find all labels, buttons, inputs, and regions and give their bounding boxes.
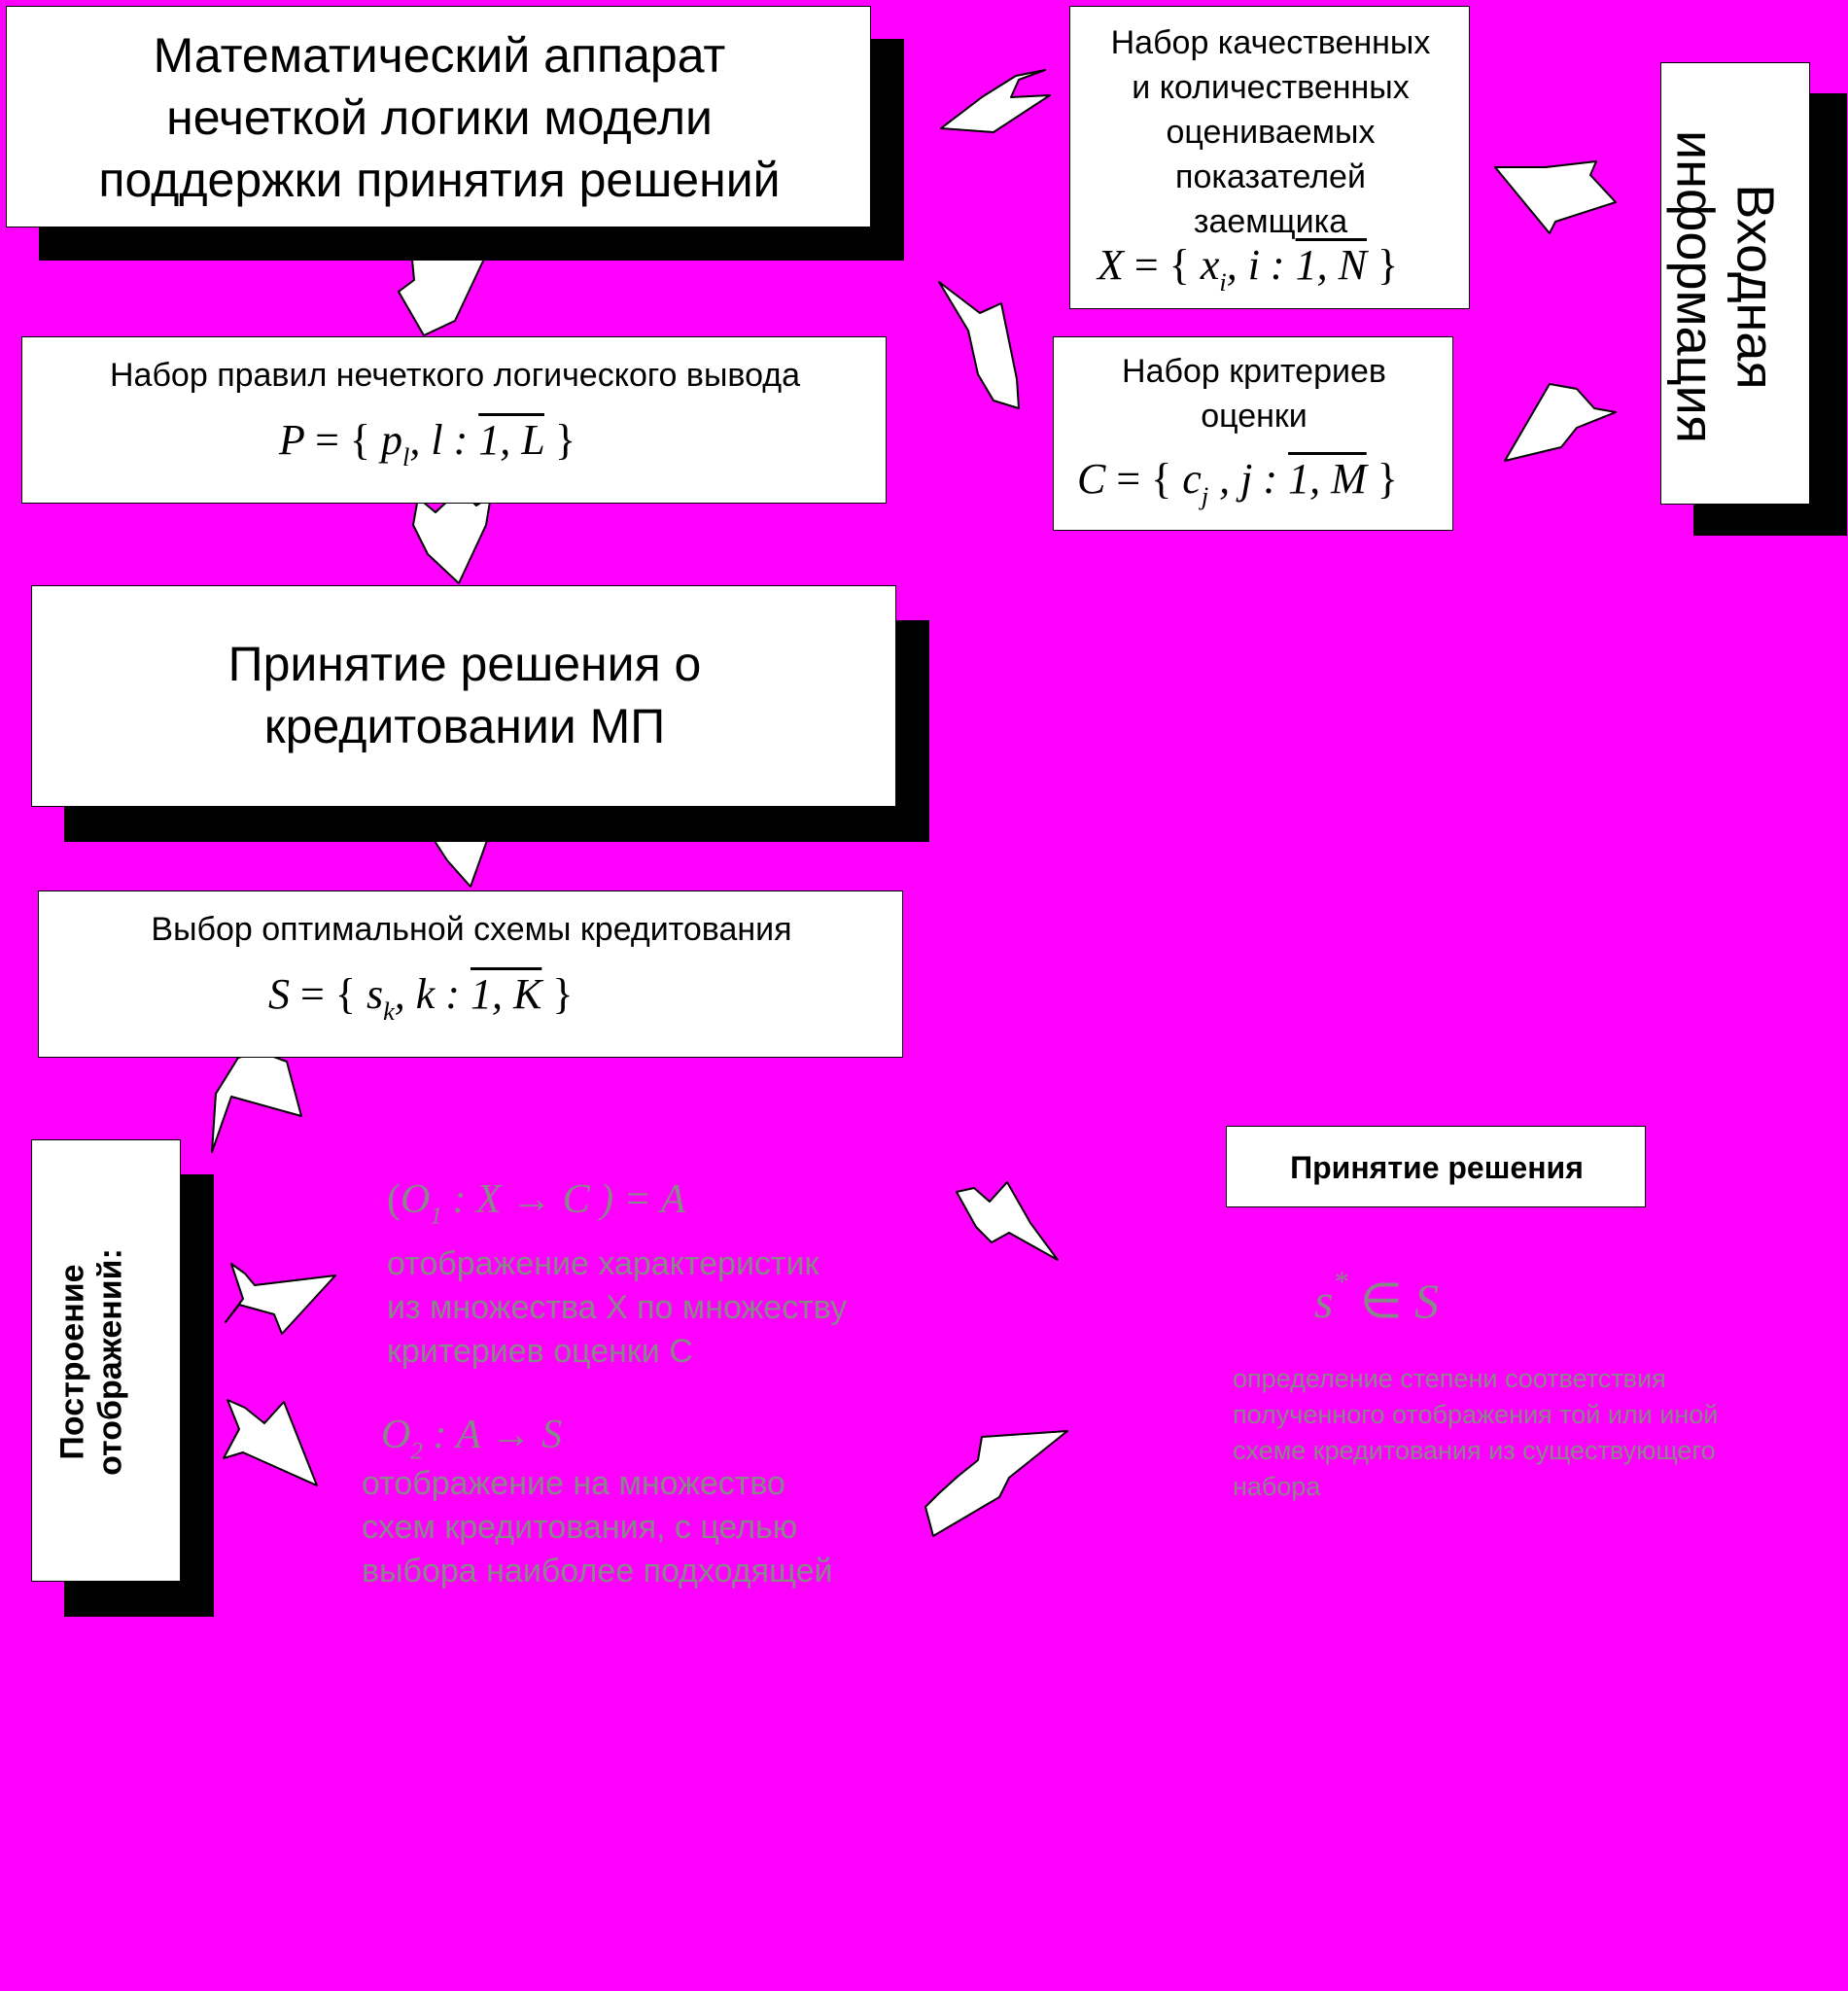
o1-open: ( bbox=[387, 1177, 401, 1222]
decision-credit-box bbox=[31, 585, 896, 807]
indicators-text bbox=[1070, 20, 1471, 244]
indicators-formula-eq: = { bbox=[1133, 241, 1190, 289]
o2-desc-line-1: отображение на множество bbox=[362, 1465, 785, 1502]
result-desc-line-1: определение степени соответствия bbox=[1233, 1364, 1666, 1393]
indicators-formula-mid: , i : bbox=[1226, 241, 1296, 289]
o1-sub: 1 bbox=[430, 1203, 442, 1230]
rules-title: Набор правил нечеткого логического вывода bbox=[110, 357, 800, 394]
math-apparatus-text bbox=[7, 24, 872, 211]
input-info-line-1: Входная bbox=[1726, 184, 1785, 390]
result-desc-line-2: полученного отображения той или иной bbox=[1233, 1400, 1719, 1429]
decision-credit-line-1: Принятие решения о bbox=[227, 637, 702, 691]
o2-rest2: S bbox=[531, 1413, 563, 1457]
o1-formula bbox=[387, 1176, 685, 1230]
o2-sub: 2 bbox=[410, 1438, 423, 1465]
input-info-box bbox=[1660, 62, 1810, 505]
math-apparatus-box bbox=[6, 6, 871, 227]
mapping-build-line-2: отображений: bbox=[91, 1248, 129, 1476]
decision-credit-text bbox=[32, 633, 897, 757]
rules-formula-lhs: P bbox=[279, 416, 305, 464]
arrow-left-3 bbox=[1505, 384, 1616, 461]
o1-desc-line-1: отображение характеристик bbox=[387, 1245, 819, 1282]
indicators-line-3: оцениваемых bbox=[1166, 114, 1376, 151]
indicators-line-4: показателей bbox=[1175, 158, 1366, 195]
criteria-formula-range: 1, M bbox=[1288, 455, 1367, 503]
criteria-formula-sub: j bbox=[1201, 480, 1209, 510]
input-info-text bbox=[1665, 66, 1786, 508]
criteria-formula-eq: = { bbox=[1116, 455, 1172, 503]
criteria-line-1: Набор критериев bbox=[1122, 353, 1386, 390]
o1-desc-line-3: критериев оценки C bbox=[387, 1333, 693, 1370]
result-in: ∈ bbox=[1347, 1274, 1415, 1328]
rules-formula-mid: , l : bbox=[409, 416, 479, 464]
scheme-formula-sub: k bbox=[383, 996, 395, 1026]
criteria-formula-lhs: C bbox=[1077, 455, 1106, 503]
scheme-formula-close: } bbox=[552, 970, 574, 1018]
criteria-formula bbox=[1077, 454, 1398, 511]
arrow-left-1 bbox=[941, 70, 1050, 132]
o1-rest2: C ) = A bbox=[552, 1177, 686, 1222]
arrow-right-3 bbox=[957, 1182, 1058, 1260]
rules-box bbox=[21, 336, 887, 504]
rules-formula bbox=[279, 415, 575, 472]
mapping-build-line-1: Построение bbox=[53, 1264, 91, 1460]
scheme-choice-title: Выбор оптимальной схемы кредитования bbox=[151, 911, 792, 948]
scheme-formula-range: 1, K bbox=[470, 970, 542, 1018]
indicators-formula bbox=[1098, 240, 1398, 297]
indicators-formula-var: x bbox=[1200, 241, 1220, 289]
result-s: s bbox=[1314, 1274, 1334, 1328]
criteria-formula-close: } bbox=[1377, 455, 1398, 503]
o1-arrow: → bbox=[511, 1177, 553, 1222]
mapping-build-box bbox=[31, 1139, 181, 1582]
criteria-formula-mid: , j : bbox=[1208, 455, 1289, 503]
decision-box bbox=[1226, 1126, 1646, 1207]
o2-description bbox=[362, 1462, 833, 1593]
indicators-formula-sub: i bbox=[1219, 266, 1227, 297]
decision-credit-line-2: кредитовании МП bbox=[263, 699, 666, 753]
arrow-right-1 bbox=[226, 1264, 335, 1334]
rules-formula-var: p bbox=[381, 416, 403, 464]
scheme-choice-formula bbox=[268, 969, 573, 1027]
indicators-line-1: Набор качественных bbox=[1110, 24, 1431, 61]
criteria-formula-var: c bbox=[1182, 455, 1202, 503]
indicators-formula-lhs: X bbox=[1098, 241, 1124, 289]
o2-formula bbox=[381, 1412, 562, 1465]
result-description bbox=[1233, 1361, 1718, 1505]
o1-rest1: : X bbox=[441, 1177, 512, 1222]
o2-arrow: → bbox=[490, 1413, 532, 1457]
o1-O: O bbox=[401, 1177, 431, 1222]
result-formula bbox=[1314, 1266, 1439, 1329]
math-apparatus-line-1: Математический аппарат bbox=[153, 28, 726, 83]
result-S: S bbox=[1414, 1274, 1440, 1328]
result-desc-line-4: набора bbox=[1233, 1472, 1321, 1501]
scheme-formula-eq: = { bbox=[300, 970, 356, 1018]
arrow-diag-1 bbox=[212, 1052, 301, 1152]
rules-formula-range: 1, L bbox=[478, 416, 544, 464]
indicators-formula-range: 1, N bbox=[1295, 241, 1367, 289]
mapping-build-text bbox=[54, 1141, 152, 1584]
math-apparatus-line-3: поддержки принятия решений bbox=[98, 153, 781, 207]
decision-title: Принятие решения bbox=[1290, 1150, 1584, 1185]
indicators-formula-close: } bbox=[1377, 241, 1399, 289]
scheme-choice-box bbox=[38, 891, 903, 1058]
arrow-left-2 bbox=[1495, 161, 1616, 233]
arrow-up-1 bbox=[939, 282, 1019, 408]
indicators-line-2: и количественных bbox=[1132, 69, 1410, 106]
input-info-line-2: информация bbox=[1665, 130, 1725, 443]
o1-description bbox=[387, 1242, 847, 1374]
criteria-box bbox=[1053, 336, 1453, 531]
o1-desc-line-2: из множества X по множеству bbox=[387, 1289, 848, 1326]
indicators-line-5: заемщика bbox=[1193, 203, 1348, 240]
arrow-right-2 bbox=[224, 1400, 317, 1485]
criteria-text bbox=[1054, 349, 1454, 438]
o2-rest1: : A bbox=[422, 1413, 491, 1457]
criteria-line-2: оценки bbox=[1201, 398, 1308, 435]
result-sup: * bbox=[1333, 1266, 1348, 1298]
math-apparatus-line-2: нечеткой логики модели bbox=[166, 90, 713, 145]
rules-formula-eq: = { bbox=[315, 416, 371, 464]
indicators-box bbox=[1069, 6, 1470, 309]
arrow-right-4 bbox=[925, 1431, 1067, 1536]
rules-formula-sub: l bbox=[402, 441, 410, 472]
o2-O: O bbox=[381, 1413, 411, 1457]
scheme-formula-mid: , k : bbox=[394, 970, 471, 1018]
o2-desc-line-3: выбора наиболее подходящей bbox=[362, 1553, 833, 1589]
scheme-formula-lhs: S bbox=[268, 970, 290, 1018]
rules-formula-close: } bbox=[554, 416, 576, 464]
o2-desc-line-2: схем кредитования, с целью bbox=[362, 1509, 798, 1546]
scheme-formula-var: s bbox=[366, 970, 384, 1018]
arrow-down-2 bbox=[413, 494, 491, 583]
result-desc-line-3: схеме кредитования из существующего bbox=[1233, 1436, 1716, 1465]
